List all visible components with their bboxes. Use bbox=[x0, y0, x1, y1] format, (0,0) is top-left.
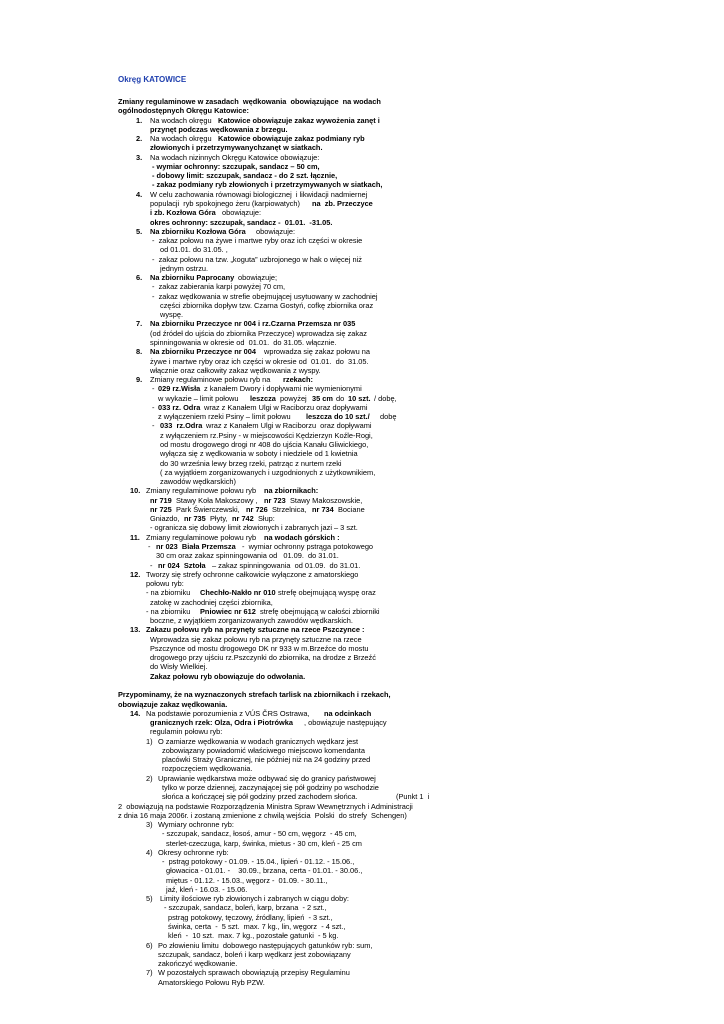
text-line-53-seg-0: - na zbiorniku bbox=[146, 588, 193, 598]
text-line-27-seg-1: Na zbiorniku Przeczyce nr 004 bbox=[150, 347, 259, 357]
text-line-75-seg-0: słońca a kończącej się pół godziny przed zachodem słońca. bbox=[162, 792, 358, 802]
text-line-33-seg-0: - bbox=[152, 402, 157, 412]
text-line-30-seg-1: Zmiany regulaminowe połowu ryb na bbox=[150, 375, 273, 385]
text-line-53-seg-2: strefę obejmującą wyspę oraz bbox=[278, 588, 376, 598]
text-line-4-seg-1: Na wodach okręgu bbox=[150, 134, 214, 144]
text-line-54-seg-0: zatokę w zachodniej części zbiornika, bbox=[150, 597, 273, 607]
text-line-30-seg-0: 9. bbox=[136, 375, 143, 385]
text-line-11-seg-1: na zb. Przeczyce bbox=[312, 198, 373, 208]
text-line-33-seg-2: wraz z Kanałem Ulgi w Raciborzu oraz dopływami bbox=[204, 402, 368, 412]
text-line-31-seg-0: - bbox=[152, 384, 157, 394]
text-line-79-seg-0: - szczupak, sandacz, łosoś, amur - 50 cm, węgorz - 45 cm, bbox=[162, 829, 357, 839]
text-line-50-seg-1: nr 024 Sztoła bbox=[158, 560, 206, 570]
text-line-67-seg-1: , obowiązuje następujący bbox=[304, 718, 387, 728]
text-line-82-seg-0: - pstrąg potokowy - 01.09. - 15.04., lipień - 01.12. - 15.06., bbox=[162, 857, 355, 867]
text-line-90-seg-0: kleń - 10 szt. max. 7 kg., pozostałe gatunki - 5 kg. bbox=[168, 931, 339, 941]
text-line-71-seg-0: placówki Straży Granicznej, nie później niż na 24 godziny przed bbox=[162, 755, 371, 765]
text-line-30-seg-2: rzekach: bbox=[283, 375, 313, 385]
text-line-66-seg-1: Na podstawie porozumienia z VÚS ČRS Ostrawa, bbox=[146, 708, 312, 718]
text-line-34-seg-1: leszcza do 10 szt./ bbox=[306, 412, 370, 422]
text-line-91-seg-0: 6) bbox=[146, 940, 153, 950]
text-line-14-seg-0: 5. bbox=[136, 226, 143, 236]
text-line-44-seg-2: nr 726 bbox=[246, 504, 268, 514]
text-line-39-seg-0: do 30 września lewy brzeg rzeki, patrząc z nurtem rzeki bbox=[160, 458, 342, 468]
text-line-33-seg-1: 033 rz. Odra bbox=[158, 402, 201, 412]
text-line-0-seg-0: Zmiany regulaminowe w zasadach wędkowania obowiązujące na wodach bbox=[118, 97, 381, 106]
text-line-58-seg-0: Wprowadza się zakaz połowu ryb na przynęty sztuczne na rzece bbox=[150, 634, 362, 644]
text-line-48-seg-0: - bbox=[148, 541, 155, 551]
text-line-19-seg-1: Na zbiorniku Paprocany bbox=[150, 273, 237, 283]
text-line-35-seg-0: - bbox=[152, 421, 159, 431]
text-line-92-seg-0: szczupak, sandacz, boleń i karp wędkarz jest zobowiązany bbox=[158, 949, 351, 959]
text-line-45-seg-0: Gniazdo, bbox=[150, 514, 182, 524]
text-line-73-seg-1: Uprawianie wędkarstwa może odbywać się do granicy państwowej bbox=[158, 773, 376, 783]
text-line-94-seg-0: 7) bbox=[146, 968, 153, 978]
text-line-76-seg-0: 2 obowiązują na podstawie Rozporządzenia Ministra Spraw Wewnętrznych i Administracji bbox=[118, 801, 413, 811]
text-line-55-seg-1: Pniowiec nr 612 bbox=[200, 606, 256, 616]
text-line-4-seg-2: Katowice obowiązuje zakaz podmiany ryb bbox=[218, 134, 365, 144]
text-line-60-seg-0: drogowego przy ujściu rz.Pszczynki do zbiornika, na drodze z Brzeźć bbox=[150, 653, 376, 663]
text-line-16-seg-0: od 01.01. do 31.05. , bbox=[160, 245, 228, 255]
text-line-35-seg-2: wraz z Kanałem Ulgi w Raciborzu oraz dopływami bbox=[206, 421, 372, 431]
text-line-3-seg-0: przynęt podczas wędkowania z brzegu. bbox=[150, 124, 288, 134]
text-line-49-seg-0: 30 cm oraz zakaz spinningowania od 01.09. do 31.01. bbox=[156, 551, 339, 561]
text-line-27-seg-2: wprowadza się zakaz połowu na bbox=[264, 347, 370, 357]
text-line-10-seg-0: 4. bbox=[136, 189, 143, 199]
text-line-48-seg-2: - wymiar ochronny pstrąga potokowego bbox=[242, 541, 374, 551]
text-line-40-seg-0: ( za wyjątkiem zorganizowanych i uzgodnionych z użytkownikiem, bbox=[160, 467, 376, 477]
text-line-14-seg-2: obowiązuje: bbox=[256, 226, 296, 236]
text-line-50-seg-2: – zakaz spinningowania od 01.09. do 31.01. bbox=[212, 560, 361, 570]
text-line-25-seg-0: (od źródeł do ujścia do zbiornika Przeczyce) wprowadza się zakaz bbox=[150, 328, 367, 338]
text-line-17-seg-0: - zakaz połowu na tzw. „koguta” uzbrojonego w hak o więcej niż bbox=[152, 254, 362, 264]
text-line-51-seg-1: Tworzy się strefy ochronne całkowicie wyłączone z amatorskiego bbox=[146, 569, 359, 579]
text-line-36-seg-0: z wyłączeniem rz.Psiny - w miejscowości Kędzierzyn Koźle-Rogi, bbox=[160, 430, 373, 440]
text-line-38-seg-0: wyłącza się z wędkowania w soboty i niedziele od 1 kwietnia bbox=[160, 449, 358, 459]
text-line-44-seg-3: Strzelnica, bbox=[272, 504, 309, 514]
text-line-43-seg-3: Stawy Makoszowskie, bbox=[290, 495, 363, 505]
text-line-67-seg-0: granicznych rzek: Olza, Odra i Piotrówka bbox=[150, 718, 293, 728]
text-line-6-seg-1: Na wodach nizinnych Okręgu Katowice obowiązuje: bbox=[150, 152, 320, 162]
text-line-2-seg-0: 1. bbox=[136, 115, 143, 125]
text-line-64-seg-0: Przypominamy, że na wyznaczonych strefach tarlisk na zbiornikach i rzekach, bbox=[118, 690, 391, 700]
text-line-8-seg-0: - dobowy limit: szczupak, sandacz - do 2 szt. łącznie, bbox=[152, 171, 338, 181]
text-line-87-seg-0: - szczupak, sandacz, boleń, karp, brzana - 2 szt., bbox=[164, 903, 327, 913]
text-line-73-seg-0: 2) bbox=[146, 773, 153, 783]
text-line-27-seg-0: 8. bbox=[136, 347, 143, 357]
text-line-32-seg-6: / dobę, bbox=[374, 393, 397, 403]
text-line-34-seg-0: z wyłączeniem rzeki Psiny – limit połowu bbox=[158, 412, 293, 422]
text-line-44-seg-0: nr 725 bbox=[150, 504, 172, 514]
text-line-45-seg-2: Płyty, bbox=[210, 514, 230, 524]
text-line-80-seg-0: sterlet-czeczuga, karp, świnka, mietus - 30 cm, kleń - 25 cm bbox=[166, 838, 362, 848]
text-line-78-seg-1: Wymiary ochronne ryb: bbox=[158, 820, 234, 830]
text-line-24-seg-0: 7. bbox=[136, 319, 143, 329]
text-line-43-seg-2: nr 723 bbox=[264, 495, 286, 505]
text-line-45-seg-4: Słup: bbox=[258, 514, 275, 524]
text-line-53-seg-1: Chechło-Nakło nr 010 bbox=[200, 588, 276, 598]
text-line-55-seg-0: - na zbiorniku bbox=[146, 606, 193, 616]
text-line-66-seg-2: na odcinkach bbox=[324, 708, 372, 718]
text-line-48-seg-1: nr 023 Biała Przemsza bbox=[156, 541, 236, 551]
text-line-47-seg-2: na wodach górskich : bbox=[264, 532, 340, 542]
text-line-32-seg-1: leszcza bbox=[250, 393, 276, 403]
text-line-57-seg-0: 13. bbox=[130, 625, 141, 635]
text-line-94-seg-1: W pozostałych sprawach obowiązują przepisy Regulaminu bbox=[158, 968, 350, 978]
text-line-32-seg-2: powyżej bbox=[280, 393, 309, 403]
text-line-84-seg-0: miętus - 01.12. - 15.03., węgorz - 01.09. - 30.11., bbox=[166, 875, 328, 885]
text-line-5-seg-0: złowionych i przetrzymywanychzanęt w siatkach. bbox=[150, 143, 323, 153]
text-line-95-seg-0: Amatorskiego Połowu Ryb PZW. bbox=[158, 977, 265, 987]
text-line-32-seg-4: do bbox=[336, 393, 347, 403]
text-line-32-seg-0: w wykazie – limit połowu bbox=[158, 393, 241, 403]
text-line-59-seg-0: Pszczynce od mostu drogowego DK nr 933 w m.Brzeźce do mostu bbox=[150, 643, 369, 653]
page-title: Okręg KATOWICE bbox=[118, 75, 187, 84]
text-line-46-seg-0: - ogranicza się dobowy limit złowionych i zabranych jazi – 3 szt. bbox=[150, 523, 358, 533]
text-line-2-seg-1: Na wodach okręgu bbox=[150, 115, 214, 125]
text-line-65-seg-0: obowiązuje zakaz wędkowania. bbox=[118, 699, 228, 709]
text-line-19-seg-0: 6. bbox=[136, 273, 143, 283]
text-line-91-seg-1: Po złowieniu limitu dobowego następujących gatunków ryb: sum, bbox=[158, 940, 373, 950]
text-line-88-seg-0: pstrąg potokowy, tęczowy, źródlany, lipień - 3 szt., bbox=[168, 912, 333, 922]
text-line-51-seg-0: 12. bbox=[130, 569, 141, 579]
text-line-43-seg-1: Stawy Koła Makoszowy , bbox=[176, 495, 260, 505]
text-line-29-seg-0: włącznie oraz całkowity zakaz wędkowania z wyspy. bbox=[150, 365, 321, 375]
text-line-20-seg-0: - zakaz zabierania karpi powyżej 70 cm, bbox=[152, 282, 286, 292]
text-line-56-seg-0: boczne, z wyjątkiem zorganizowanych zawodów wędkarskich. bbox=[150, 616, 353, 626]
text-line-34-seg-2: dobę bbox=[380, 412, 397, 422]
text-line-70-seg-0: zobowiązany powiadomić właściwego miejscowo komendanta bbox=[162, 745, 365, 755]
text-line-47-seg-1: Zmiany regulaminowe połowu ryb bbox=[146, 532, 259, 542]
text-line-11-seg-0: populacji ryb spokojnego żeru (karpiowatych) bbox=[150, 198, 302, 208]
text-line-14-seg-1: Na zbiorniku Kozłowa Góra bbox=[150, 226, 250, 236]
text-line-12-seg-1: obowiązuje: bbox=[222, 208, 262, 218]
text-line-15-seg-0: - zakaz połowu na żywe i martwe ryby oraz ich części w okresie bbox=[152, 236, 363, 246]
text-line-7-seg-0: - wymiar ochronny: szczupak, sandacz – 50 cm, bbox=[152, 161, 320, 171]
text-line-81-seg-1: Okresy ochronne ryb: bbox=[158, 847, 229, 857]
text-line-72-seg-0: rozpoczęciem wędkowania. bbox=[162, 764, 253, 774]
text-line-45-seg-3: nr 742 bbox=[232, 514, 254, 524]
text-line-13-seg-0: okres ochronny: szczupak, sandacz - 01.01. -31.05. bbox=[150, 217, 333, 227]
text-line-23-seg-0: wyspę. bbox=[160, 310, 184, 320]
text-line-69-seg-0: 1) bbox=[146, 736, 153, 746]
text-line-42-seg-0: 10. bbox=[130, 486, 141, 496]
text-line-78-seg-0: 3) bbox=[146, 820, 153, 830]
text-line-26-seg-0: spinningowania w okresie od 01.01. do 31.05. włącznie. bbox=[150, 338, 337, 348]
text-line-31-seg-2: z kanałem Dwory i dopływami nie wymienionymi bbox=[204, 384, 362, 394]
text-line-4-seg-0: 2. bbox=[136, 134, 143, 144]
text-line-31-seg-1: 029 rz.Wisła bbox=[158, 384, 201, 394]
text-line-61-seg-0: do Wisły Wielkiej. bbox=[150, 662, 208, 672]
text-line-52-seg-0: połowu ryb: bbox=[146, 579, 184, 589]
text-line-10-seg-1: W celu zachowania równowagi biologicznej i likwidacji nadmiernej bbox=[150, 189, 368, 199]
text-line-32-seg-3: 35 cm bbox=[312, 393, 333, 403]
text-line-18-seg-0: jednym ostrzu. bbox=[160, 263, 209, 273]
text-line-44-seg-4: nr 734 bbox=[312, 504, 334, 514]
text-line-93-seg-0: zakończyć wędkowanie. bbox=[158, 959, 238, 969]
text-line-86-seg-1: Limity ilościowe ryb złowionych i zabranych w ciągu doby: bbox=[160, 894, 349, 904]
text-line-22-seg-0: części zbiornika dopływ tzw. Czarna Gostyń, cofkę zbiornika oraz bbox=[160, 300, 374, 310]
text-line-32-seg-5: 10 szt. bbox=[348, 393, 371, 403]
text-line-77-seg-0: z dnia 16 maja 2006r. i zostaną zmienione z chwilą wejścia Polski do strefy Schengen) bbox=[118, 810, 407, 820]
text-line-42-seg-1: Zmiany regulaminowe połowu ryb bbox=[146, 486, 259, 496]
text-line-43-seg-0: nr 719 bbox=[150, 495, 172, 505]
text-line-55-seg-2: strefę obejmującą w całości zbiorniki bbox=[260, 606, 380, 616]
text-line-2-seg-2: Katowice obowiązuje zakaz wywożenia zanęt i bbox=[218, 115, 380, 125]
text-line-21-seg-0: - zakaz wędkowania w strefie obejmującej usytuowany w zachodniej bbox=[152, 291, 378, 301]
text-line-37-seg-0: od mostu drogowego drogi nr 408 do ujścia Kanału Gliwickiego, bbox=[160, 439, 369, 449]
text-line-24-seg-1: Na zbiorniku Przeczyce nr 004 i rz.Czarna Przemsza nr 035 bbox=[150, 319, 356, 329]
text-line-1-seg-0: ogólnodostępnych Okręgu Katowice: bbox=[118, 106, 249, 116]
text-line-6-seg-0: 3. bbox=[136, 152, 143, 162]
text-line-47-seg-0: 11. bbox=[130, 532, 140, 542]
text-line-44-seg-5: Bociane bbox=[338, 504, 365, 514]
text-line-45-seg-1: nr 735 bbox=[184, 514, 206, 524]
text-line-62-seg-0: Zakaz połowu ryb obowiązuje do odwołania. bbox=[150, 671, 306, 681]
text-line-41-seg-0: zawodów wędkarskich) bbox=[160, 477, 236, 487]
text-line-81-seg-0: 4) bbox=[146, 847, 153, 857]
text-line-19-seg-2: obowiązuje; bbox=[238, 273, 278, 283]
text-line-12-seg-0: i zb. Kozłowa Góra bbox=[150, 208, 218, 218]
text-line-85-seg-0: jaź, kleń - 16.03. - 15.06. bbox=[166, 884, 248, 894]
text-line-9-seg-0: - zakaz podmiany ryb złowionych i przetrzymywanych w siatkach, bbox=[152, 180, 383, 190]
text-line-83-seg-0: głowacica - 01.01. - 30.09., brzana, certa - 01.01. - 30.06., bbox=[166, 866, 363, 876]
text-line-28-seg-0: żywe i martwe ryby oraz ich części w okresie od 01.01. do 31.05. bbox=[150, 356, 369, 366]
text-line-69-seg-1: O zamiarze wędkowania w wodach granicznych wędkarz jest bbox=[158, 736, 359, 746]
text-line-44-seg-1: Park Świerczewski, bbox=[176, 504, 242, 514]
text-line-86-seg-0: 5) bbox=[146, 894, 153, 904]
text-line-66-seg-0: 14. bbox=[130, 708, 141, 718]
text-line-57-seg-1: Zakazu połowu ryb na przynęty sztuczne na rzece Pszczynce : bbox=[146, 625, 365, 635]
text-line-50-seg-0: - bbox=[150, 560, 157, 570]
text-line-75-seg-1: (Punkt 1 i bbox=[396, 792, 430, 802]
text-line-35-seg-1: 033 rz.Odra bbox=[160, 421, 203, 431]
text-line-74-seg-0: tylko w porze dziennej, zaczynającej się pół godziny po wschodzie bbox=[162, 782, 379, 792]
text-line-89-seg-0: świnka, certa - 5 szt. max. 7 kg., lin, węgorz - 4 szt., bbox=[168, 922, 346, 932]
text-line-68-seg-0: regulamin połowu ryb: bbox=[150, 727, 223, 737]
text-line-42-seg-2: na zbiornikach: bbox=[264, 486, 319, 496]
